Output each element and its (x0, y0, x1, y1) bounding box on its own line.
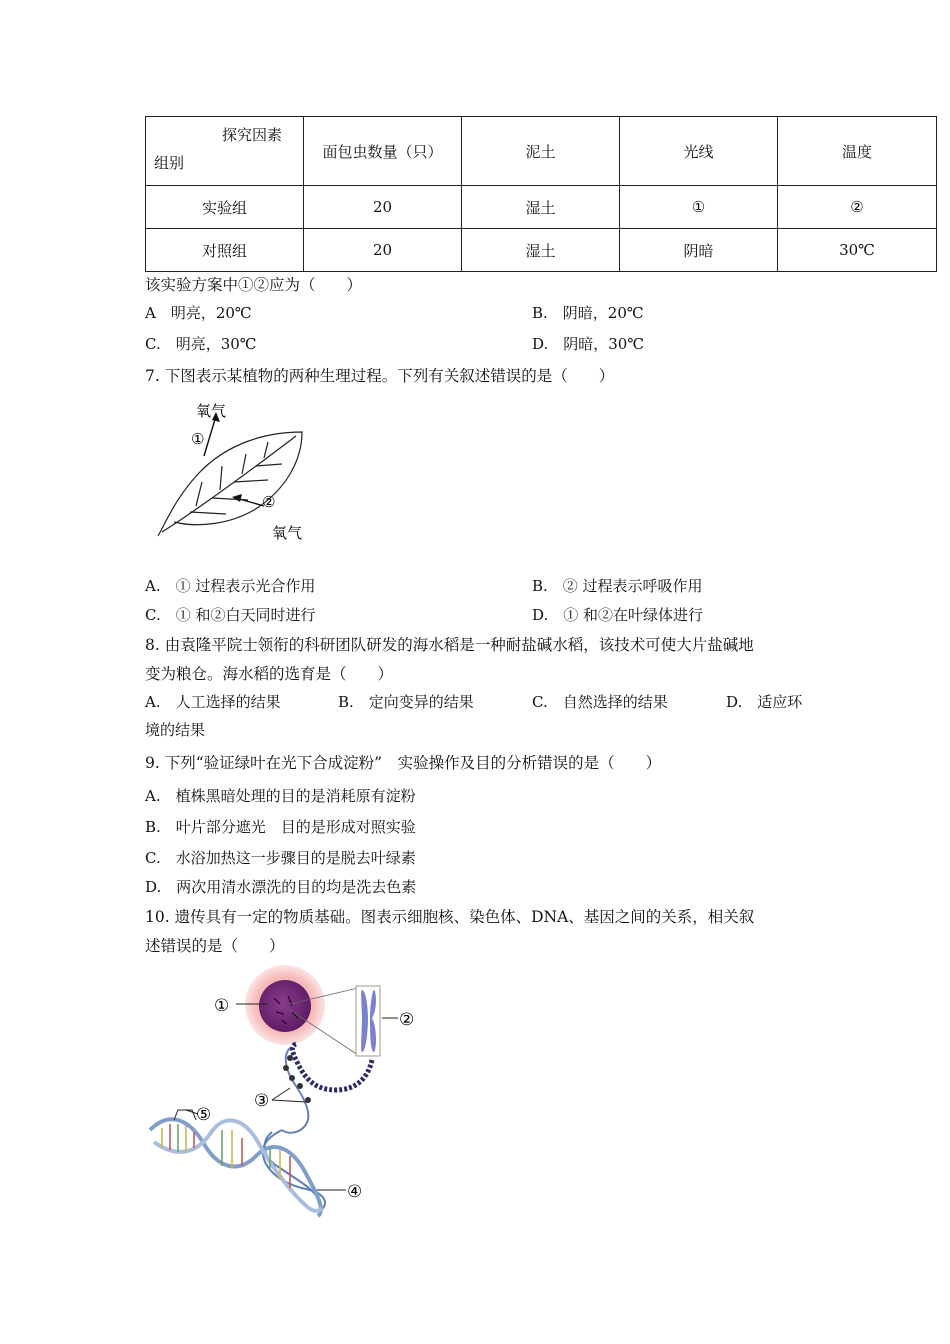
q8-stem-line1: 8. 由袁隆平院士领衔的科研团队研发的海水稻是一种耐盐碱水稻，该技术可使大片盐碱地 (145, 636, 754, 654)
header-count: 面包虫数量（只） (304, 117, 462, 186)
experiment-table (145, 116, 937, 272)
cell-group: 对照组 (146, 229, 304, 272)
q10-stem-line2: 述错误的是（ ） (145, 937, 285, 955)
marker-2: ② (262, 493, 276, 511)
header-corner-cell (146, 117, 304, 186)
q10-stem-line1: 10. 遗传具有一定的物质基础。图表示细胞核、染色体、DNA、基因之间的关系，相关叙 (145, 908, 755, 926)
cell-temp: 30℃ (778, 229, 937, 272)
marker-5: ⑤ (196, 1105, 212, 1125)
q9-option-b[interactable]: B. 叶片部分遮光 目的是形成对照实验 (145, 818, 416, 836)
q9-option-a[interactable]: A. 植株黑暗处理的目的是消耗原有淀粉 (145, 787, 416, 805)
q6-stem: 该实验方案中①②应为（ ） (145, 276, 363, 294)
cell-temp: ② (778, 186, 937, 229)
q7-option-b[interactable]: B. ② 过程表示呼吸作用 (532, 577, 703, 595)
header-light: 光线 (620, 117, 778, 186)
header-soil: 泥土 (462, 117, 620, 186)
header-group-label: 组别 (154, 154, 185, 172)
leaf-outline (158, 432, 302, 536)
table-header-row (146, 117, 937, 186)
dna-strand (263, 1130, 325, 1212)
marker-1: ① (214, 996, 230, 1016)
q9-stem: 9. 下列“验证绿叶在光下合成淀粉” 实验操作及目的分析错误的是（ ） (145, 754, 662, 772)
double-helix (150, 1119, 322, 1216)
marker-1: ① (191, 430, 205, 448)
q7-option-a[interactable]: A. ① 过程表示光合作用 (145, 577, 316, 595)
header-factor-label: 探究因素 (222, 126, 283, 144)
q7-option-c[interactable]: C. ① 和②白天同时进行 (145, 606, 316, 624)
q6-option-d[interactable]: D. 阴暗，30℃ (532, 335, 645, 353)
q6-option-c[interactable]: C. 明亮，30℃ (145, 335, 257, 353)
q7-stem: 7. 下图表示某植物的两种生理过程。下列有关叙述错误的是（ ） (145, 367, 615, 385)
leader-3a (272, 1088, 290, 1100)
marker-2: ② (399, 1010, 415, 1030)
cell-count: 20 (304, 229, 462, 272)
label-oxygen-top: 氧气 (196, 402, 227, 420)
marker-4: ④ (347, 1182, 363, 1202)
leader-3b (272, 1100, 306, 1102)
chromosome-box (356, 986, 380, 1056)
cell-soil: 湿土 (462, 229, 620, 272)
nucleus (259, 980, 311, 1032)
q8-option-d-wrap: 境的结果 (145, 721, 206, 739)
q8-option-d[interactable]: D. 适应环 (726, 693, 803, 711)
header-temp: 温度 (778, 117, 937, 186)
q7-option-d[interactable]: D. ① 和②在叶绿体进行 (532, 606, 704, 624)
cell-soil: 湿土 (462, 186, 620, 229)
cell-group: 实验组 (146, 186, 304, 229)
q6-option-a[interactable]: A 明亮，20℃ (145, 304, 252, 322)
q9-option-c[interactable]: C. 水浴加热这一步骤目的是脱去叶绿素 (145, 849, 416, 867)
leaf-diagram (150, 398, 320, 548)
table-row (146, 186, 937, 229)
q9-option-d[interactable]: D. 两次用清水漂洗的目的均是洗去色素 (145, 878, 417, 896)
q6-option-b[interactable]: B. 阴暗，20℃ (532, 304, 644, 322)
cell-light: ① (620, 186, 778, 229)
marker-3: ③ (254, 1091, 270, 1111)
cell-light: 阴暗 (620, 229, 778, 272)
table-row (146, 229, 937, 272)
q8-option-a[interactable]: A. 人工选择的结果 (145, 693, 281, 711)
cell-count: 20 (304, 186, 462, 229)
q8-option-b[interactable]: B. 定向变异的结果 (338, 693, 474, 711)
q8-option-c[interactable]: C. 自然选择的结果 (532, 693, 668, 711)
label-oxygen-bottom: 氧气 (272, 524, 303, 542)
genetics-diagram (140, 960, 440, 1230)
q8-stem-line2: 变为粮仓。海水稻的选育是（ ） (145, 665, 394, 683)
